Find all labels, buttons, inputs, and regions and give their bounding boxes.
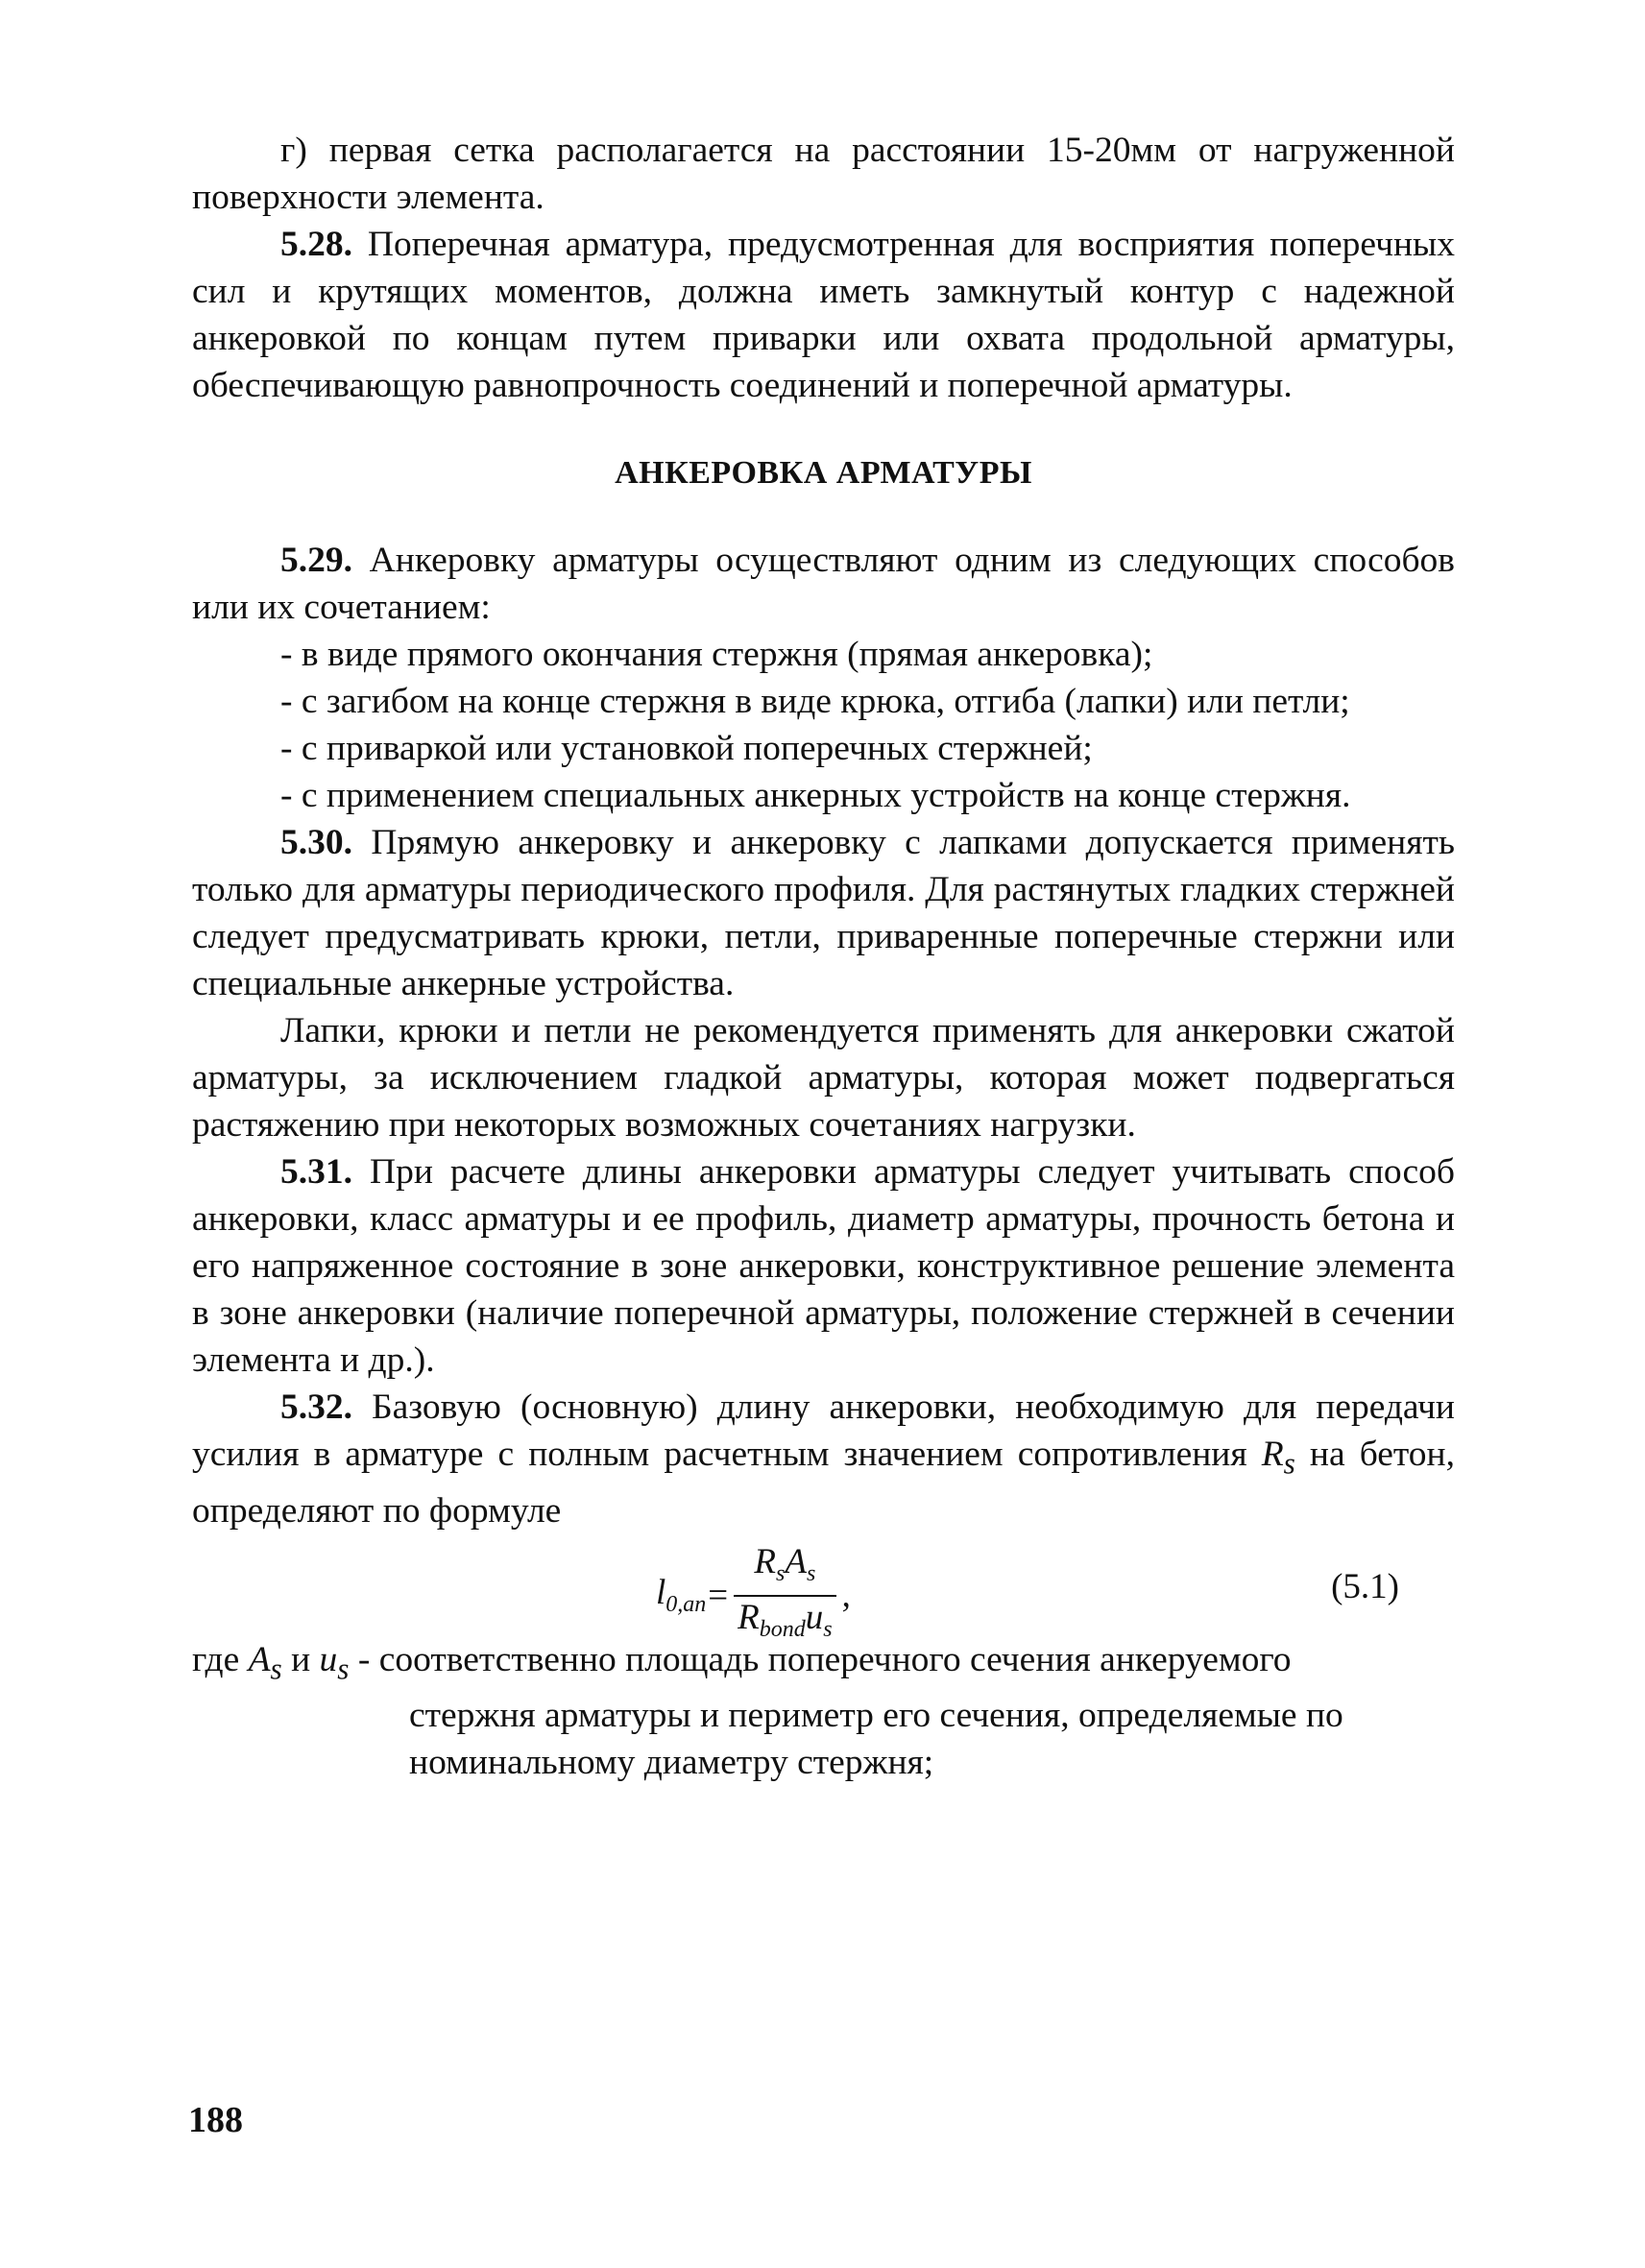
- section-number-5-31: 5.31.: [280, 1152, 352, 1192]
- paragraph-5-32: [192, 1384, 1455, 1534]
- paragraph-5-29-text: Анкеровку арматуры осуществляют одним из следующих способов или их сочетанием:: [192, 541, 1455, 627]
- page-content: [192, 127, 1455, 1786]
- variable-as: $A_s$: [248, 1639, 282, 1685]
- list-item: - с загибом на конце стержня в виде крюка, отгиба (лапки) или петли;: [280, 682, 1350, 721]
- paragraph-5-30: [192, 819, 1455, 1007]
- paragraph-5-32-text-end: на бетон, определяют по формуле: [192, 1435, 1456, 1531]
- paragraph-5-29: [192, 537, 1455, 631]
- where-clause-head: где $A_s$ и $u_s$ - соответственно площадь поперечного сечения анкеруемого: [192, 1639, 1292, 1685]
- list-item: - с применением специальных анкерных устройств на конце стержня.: [280, 776, 1351, 815]
- variable-us: $u_s$: [319, 1639, 350, 1685]
- formula-equals: =: [708, 1576, 729, 1615]
- paragraph-item-g: г) первая сетка располагается на расстоянии 15-20мм от нагруженной поверхности элемента.: [192, 131, 1455, 217]
- paragraph-5-31: [192, 1148, 1455, 1384]
- section-number-5-32: 5.32.: [280, 1387, 352, 1427]
- where-clause: [192, 1636, 1455, 1787]
- page-number: 188: [188, 2100, 243, 2140]
- paragraph-5-28: [192, 221, 1455, 409]
- list-item: - с приваркой или установкой поперечных стержней;: [280, 729, 1093, 768]
- paragraph-5-32-text: Базовую (основную) длину анкеровки, необходимую для передачи усилия в арматуре с полным расчетным значением сопротивления: [192, 1387, 1455, 1474]
- list-item: - в виде прямого окончания стержня (прямая анкеровка);: [280, 635, 1153, 674]
- formula-numerator: $R_sA_s$: [754, 1541, 816, 1586]
- paragraph-5-30-continued: Лапки, крюки и петли не рекомендуется применять для анкеровки сжатой арматуры, за исключением гладкой арматуры, которая может подвергаться растяжению при некоторых возможных сочетаниях нагрузки.: [192, 1011, 1455, 1145]
- formula-5-1: [192, 1540, 1455, 1642]
- formula-comma: ,: [841, 1576, 851, 1615]
- section-number-5-28: 5.28.: [280, 225, 352, 264]
- formula-denominator: $R_{bond}u_s$: [738, 1597, 833, 1642]
- where-clause-continuation: стержня арматуры и периметр его сечения, определяемые по номинальному диаметру стержня;: [409, 1696, 1343, 1782]
- paragraph-5-31-text: При расчете длины анкеровки арматуры следует учитывать способ анкеровки, класс арматуры и ее профиль, диаметр арматуры, прочность бетона и его напряженное состояние в зоне анкеровки, конструктивное решение элемента в зоне анкеровки (наличие поперечной арматуры, положение стержней в сечении элемента и др.).: [192, 1152, 1455, 1380]
- formula-lhs: $l_{0,an}$: [656, 1573, 707, 1617]
- formula-expression: [656, 1542, 851, 1650]
- variable-rs: $R_s$: [1261, 1435, 1295, 1481]
- section-heading: АНКЕРОВКА АРМАТУРЫ: [615, 455, 1032, 491]
- formula-fraction: [734, 1542, 835, 1650]
- section-number-5-30: 5.30.: [280, 823, 352, 862]
- paragraph-5-30-text: Прямую анкеровку и анкеровку с лапками допускается применять только для арматуры периодического профиля. Для растянутых гладких стержней следует предусматривать крюки, петли, приваренные поперечные стержни или специальные анкерные устройства.: [192, 823, 1455, 1003]
- paragraph-5-28-text: Поперечная арматура, предусмотренная для восприятия поперечных сил и крутящих моментов, должна иметь замкнутый контур с надежной анкеровкой по концам путем приварки или охвата продольной арматуры, обеспечивающую равнопрочность соединений и поперечной арматуры.: [192, 225, 1455, 405]
- section-number-5-29: 5.29.: [280, 541, 352, 580]
- equation-number: (5.1): [1331, 1566, 1399, 1606]
